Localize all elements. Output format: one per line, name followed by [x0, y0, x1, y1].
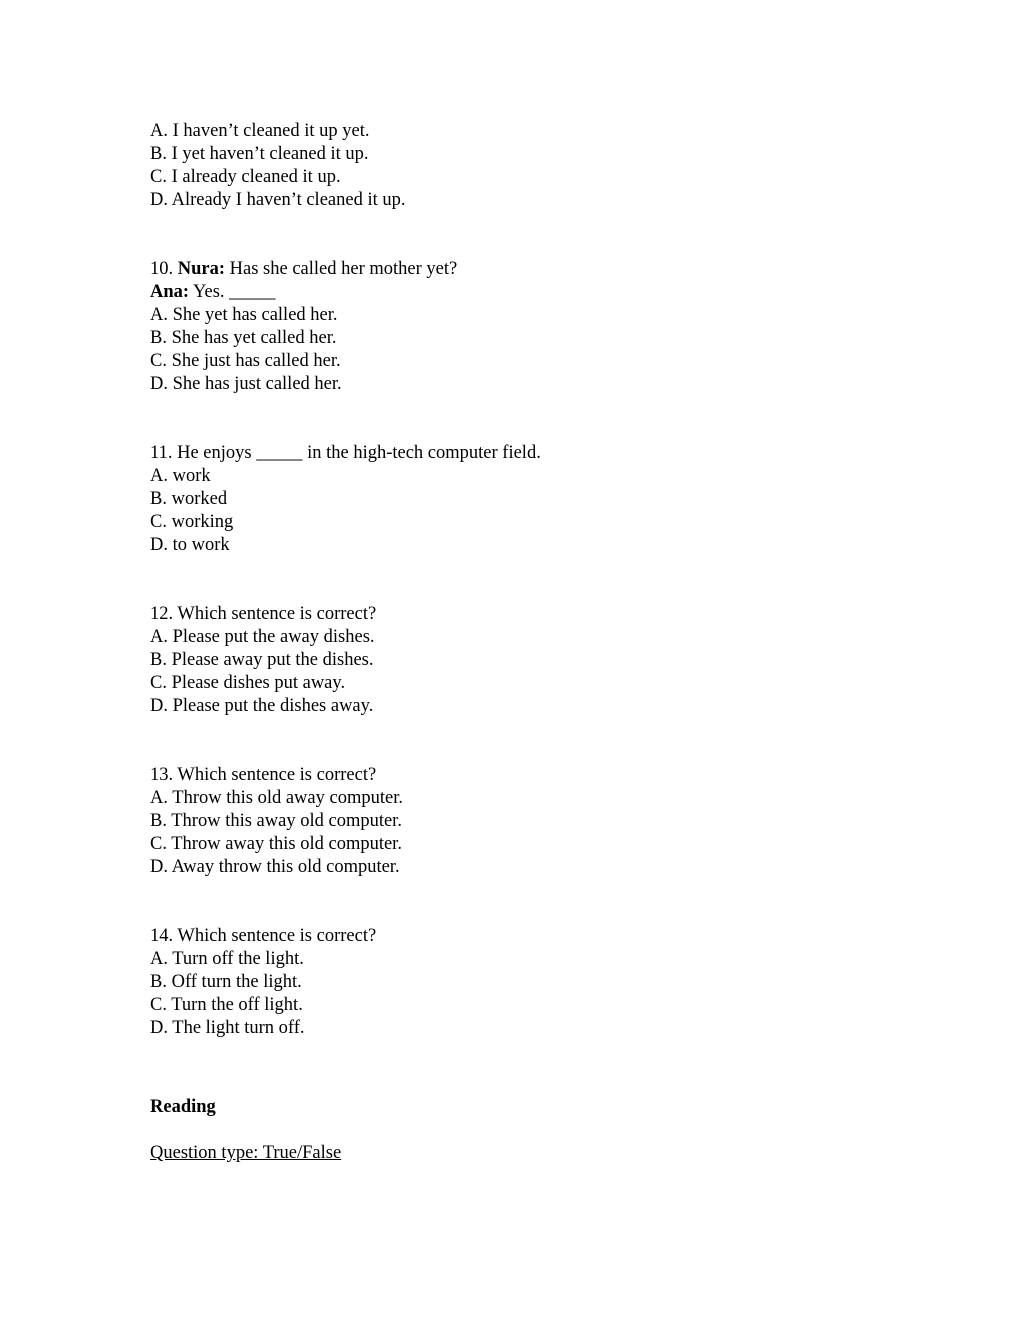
question-text: Which sentence is correct? — [177, 926, 377, 946]
question-number: 13. — [150, 765, 174, 785]
option-d: D. Please put the dishes away. — [150, 696, 374, 716]
option-b: B. Please away put the dishes. — [150, 650, 374, 670]
option-d: D. Away throw this old computer. — [150, 857, 400, 877]
option-d: D. She has just called her. — [150, 374, 342, 394]
option-c: C. Throw away this old computer. — [150, 834, 402, 854]
question-number: 11. — [150, 443, 173, 463]
question-type-label: Question type: True/False — [150, 1143, 342, 1163]
question-13 — [150, 764, 910, 879]
option-a: A. Throw this old away computer. — [150, 788, 403, 808]
question-stem — [150, 442, 910, 465]
question-14 — [150, 925, 910, 1040]
reply-text: Yes. _____ — [193, 282, 276, 302]
option-c: C. She just has called her. — [150, 351, 341, 371]
option-c: C. Please dishes put away. — [150, 673, 346, 693]
question-text: Which sentence is correct? — [177, 604, 377, 624]
document-page — [150, 120, 910, 1165]
option-b: B. worked — [150, 489, 228, 509]
option-d: D. The light turn off. — [150, 1018, 305, 1038]
reply-speaker: Ana: — [150, 282, 190, 302]
reply-line — [150, 281, 910, 304]
option-d: D. to work — [150, 535, 230, 555]
question-12 — [150, 603, 910, 718]
option-a: A. She yet has called her. — [150, 305, 338, 325]
speaker-name: Nura: — [177, 259, 226, 279]
question-stem — [150, 764, 910, 787]
option-c: C. working — [150, 512, 234, 532]
option-b: B. I yet haven’t cleaned it up. — [150, 144, 369, 164]
option-a: A. Please put the away dishes. — [150, 627, 375, 647]
question-stem — [150, 925, 910, 948]
option-b: B. Off turn the light. — [150, 972, 302, 992]
option-a: A. work — [150, 466, 211, 486]
option-b: B. Throw this away old computer. — [150, 811, 402, 831]
option-d: D. Already I haven’t cleaned it up. — [150, 190, 406, 210]
section-heading-reading: Reading — [150, 1097, 216, 1117]
option-c: C. I already cleaned it up. — [150, 167, 341, 187]
question-number: 10. — [150, 259, 174, 279]
question-text: He enjoys _____ in the high-tech computer field. — [177, 443, 541, 463]
option-b: B. She has yet called her. — [150, 328, 337, 348]
question-number: 12. — [150, 604, 174, 624]
question-stem — [150, 258, 910, 281]
option-c: C. Turn the off light. — [150, 995, 303, 1015]
question-9 — [150, 120, 910, 212]
option-a: A. I haven’t cleaned it up yet. — [150, 121, 370, 141]
question-text: Has she called her mother yet? — [229, 259, 458, 279]
question-11 — [150, 442, 910, 557]
question-text: Which sentence is correct? — [177, 765, 377, 785]
question-10 — [150, 258, 910, 396]
question-number: 14. — [150, 926, 174, 946]
option-a: A. Turn off the light. — [150, 949, 304, 969]
question-stem — [150, 603, 910, 626]
